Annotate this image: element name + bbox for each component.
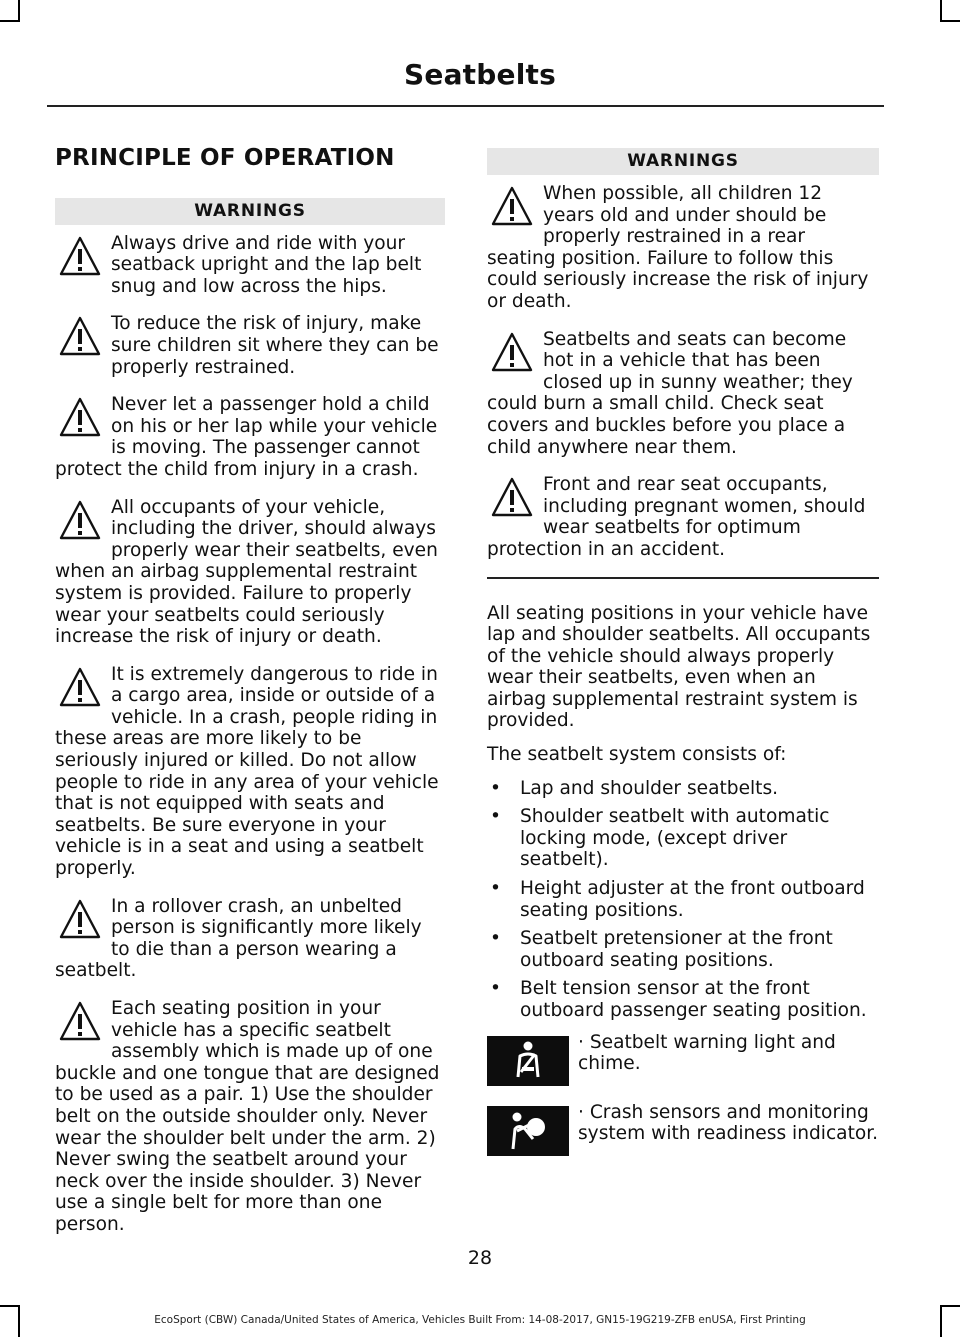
warnings-heading: WARNINGS (487, 148, 879, 175)
warning-item (55, 497, 445, 648)
warning-triangle-icon (58, 499, 102, 543)
intro-paragraph: All seating positions in your vehicle have lap and shoulder seatbelts. All occupants of the vehicle should always properly wear their seatbelts, even when an airbag supplemental restraint system is provided. (487, 602, 871, 732)
list-item-text: Seatbelt pretensioner at the front outboard seating positions. (520, 928, 833, 971)
indicator-text: · Crash sensors and monitoring system with readiness indicator. (578, 1101, 879, 1145)
warning-text: To reduce the risk of injury, make sure children sit where they can be properly restrained. (111, 313, 439, 378)
warning-text: When possible, all children 12 years old and under should be properly restrained in a rear seating position. Failure to follow this could seriously increase the risk of injury or death. (487, 183, 869, 312)
right-column (487, 148, 879, 1172)
bullet-icon: • (490, 777, 501, 799)
warning-triangle-icon (490, 331, 534, 375)
warning-text: Each seating position in your vehicle has a specific seatbelt assembly which is made up of one buckle and one tongue that are designed to be used as a pair. 1) Use the shoulder belt on the outside shoulder only. Never wear the shoulder belt under the arm. 2) Never swing the seatbelt around your neck over the inside shoulder. 3) Never use a single belt for more than one person. (55, 998, 440, 1235)
bullet-icon: • (490, 878, 501, 900)
warnings-heading: WARNINGS (55, 198, 445, 225)
warning-triangle-icon (58, 666, 102, 710)
list-item (487, 978, 879, 1021)
footer-text: EcoSport (CBW) Canada/United States of America, Vehicles Built From: 14-08-2017, GN15-19G219-ZFB enUSA, First Printing (154, 1314, 806, 1326)
page-title: Seatbelts (404, 58, 556, 91)
warning-text: In a rollover crash, an unbelted person is significantly more likely to die than a person wearing a seatbelt. (55, 895, 422, 982)
list-item (487, 878, 879, 921)
warning-item (487, 329, 879, 459)
list-item (487, 778, 879, 800)
page-number: 28 (467, 1247, 493, 1269)
warning-text: Never let a passenger hold a child on his or her lap while your vehicle is moving. The passenger cannot protect the child from injury in a crash. (55, 394, 438, 480)
warning-item (487, 474, 879, 560)
warning-text: It is extremely dangerous to ride in a cargo area, inside or outside of a vehicle. In a crash, people riding in these areas are more likely to be seriously injured or killed. Do not allow people to ride in any area of your vehicle that is not equipped with seats and seatbelts. Be sure everyone in your vehicle is in a seat and using a seatbelt properly. (55, 663, 439, 880)
warning-text: Seatbelts and seats can become hot in a vehicle that has been closed up in sunny weather; they could burn a small child. Check seat covers and buckles before you place a child anywhere near them. (487, 328, 853, 458)
warning-triangle-icon (490, 185, 534, 229)
warning-item (55, 998, 445, 1236)
warning-text: Front and rear seat occupants, including pregnant women, should wear seatbelts for optimum protection in an accident. (487, 474, 866, 560)
warning-triangle-icon (58, 315, 102, 359)
crop-mark (940, 1305, 960, 1307)
crop-mark (940, 20, 960, 22)
warning-item (55, 394, 445, 480)
warning-triangle-icon (58, 396, 102, 440)
warning-triangle-icon (490, 476, 534, 520)
crop-mark (18, 0, 20, 22)
indicator-text: · Seatbelt warning light and chime. (578, 1031, 836, 1075)
header-rule (47, 105, 884, 107)
warning-text: All occupants of your vehicle, including the driver, should always properly wear their seatbelts, even when an airbag supplemental restraint system is provided. Failure to properly wear your seatbelts could seriously increase the risk of injury or death. (55, 496, 438, 648)
list-item (487, 806, 879, 871)
warning-item (55, 896, 445, 982)
seatbelt-warning-icon (487, 1036, 569, 1086)
system-intro: The seatbelt system consists of: (487, 744, 787, 766)
crop-mark (0, 20, 20, 22)
bullet-icon: • (490, 806, 501, 828)
warning-item (55, 664, 445, 880)
warning-item (55, 313, 445, 378)
bullet-list (487, 778, 879, 1022)
section-divider (487, 577, 879, 579)
warning-item (487, 183, 879, 313)
list-item (487, 928, 879, 971)
warning-triangle-icon (58, 1000, 102, 1044)
bullet-icon: • (490, 978, 501, 1000)
section-title: PRINCIPLE OF OPERATION (55, 145, 395, 171)
list-item-text: Height adjuster at the front outboard seating positions. (520, 878, 865, 921)
list-item-text: Lap and shoulder seatbelts. (520, 777, 779, 799)
list-item-text: Shoulder seatbelt with automatic locking mode, (except driver seatbelt). (520, 806, 830, 871)
warning-text: Always drive and ride with your seatback upright and the lap belt snug and low across the hips. (111, 232, 422, 297)
indicator-row (487, 1102, 879, 1156)
list-item-text: Belt tension sensor at the front outboard passenger seating position. (520, 978, 867, 1021)
warning-triangle-icon (58, 898, 102, 942)
bullet-icon: • (490, 928, 501, 950)
airbag-indicator-icon (487, 1106, 569, 1156)
warning-triangle-icon (58, 235, 102, 279)
crop-mark (940, 0, 942, 22)
crop-mark (0, 1305, 20, 1307)
warning-item (55, 233, 445, 298)
left-column (55, 130, 445, 1252)
indicator-row (487, 1032, 879, 1086)
